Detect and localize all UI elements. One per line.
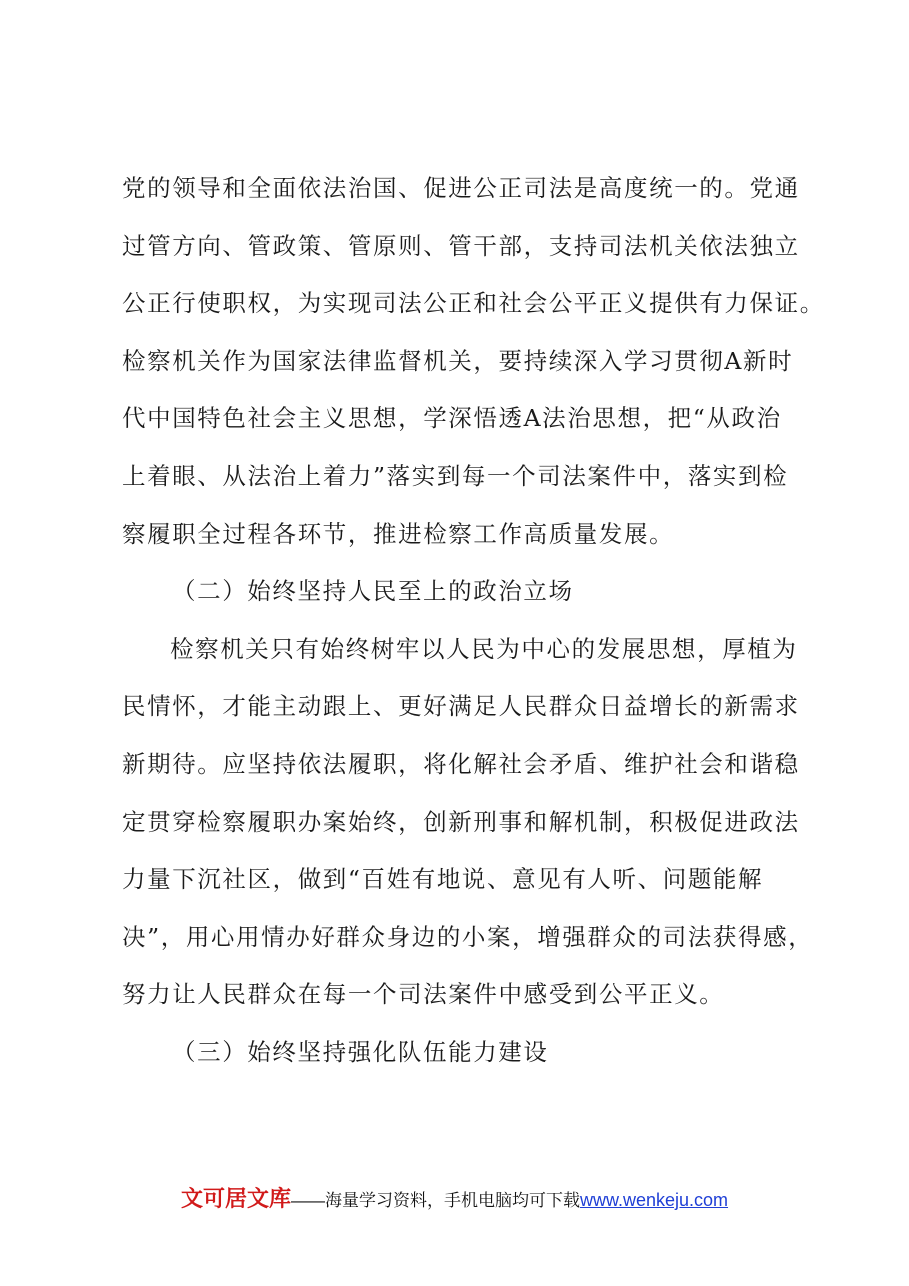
paragraph-line: 新期待。应坚持依法履职，将化解社会矛盾、维护社会和谐稳 <box>122 749 800 778</box>
section-heading: （二）始终坚持人民至上的政治立场 <box>172 577 574 606</box>
paragraph-line: 党的领导和全面依法治国、促进公正司法是高度统一的。党通 <box>122 174 800 202</box>
paragraph-line: 力量下沉社区，做到“百姓有地说、意见有人听、问题能解 <box>122 865 764 894</box>
footer-banner <box>0 1182 909 1213</box>
document-body <box>122 160 825 1082</box>
paragraph-line: 察履职全过程各环节，推进检察工作高质量发展。 <box>122 519 675 548</box>
footer-site-link[interactable]: www.wenkeju.com <box>579 1190 729 1210</box>
paragraph-line: 检察机关只有始终树牢以人民为中心的发展思想，厚植为 <box>170 634 798 663</box>
footer-tagline: ——海量学习资料，手机电脑均可下载 <box>290 1191 580 1210</box>
footer-brand: 文可居文库 <box>180 1186 291 1211</box>
paragraph-line: 检察机关作为国家法律监督机关，要持续深入学习贯彻A新时 <box>122 346 794 375</box>
paragraph-line: 上着眼、从法治上着力”落实到每一个司法案件中，落实到检 <box>122 461 789 490</box>
paragraph-line: 定贯穿检察履职办案始终，创新刑事和解机制，积极促进政法 <box>122 807 800 836</box>
paragraph-line: 公正行使职权，为实现司法公正和社会公平正义提供有力保证。 <box>122 289 825 318</box>
paragraph-line: 民情怀，才能主动跟上、更好满足人民群众日益增长的新需求 <box>122 692 800 721</box>
paragraph-line: 代中国特色社会主义思想，学深悟透A法治思想，把“从政治 <box>122 404 782 433</box>
paragraph-line: 过管方向、管政策、管原则、管干部，支持司法机关依法独立 <box>122 231 800 260</box>
paragraph-line: 决”，用心用情办好群众身边的小案，增强群众的司法获得感， <box>122 922 814 951</box>
paragraph-line: 努力让人民群众在每一个司法案件中感受到公平正义。 <box>122 980 725 1009</box>
section-heading: （三）始终坚持强化队伍能力建设 <box>172 1037 549 1066</box>
